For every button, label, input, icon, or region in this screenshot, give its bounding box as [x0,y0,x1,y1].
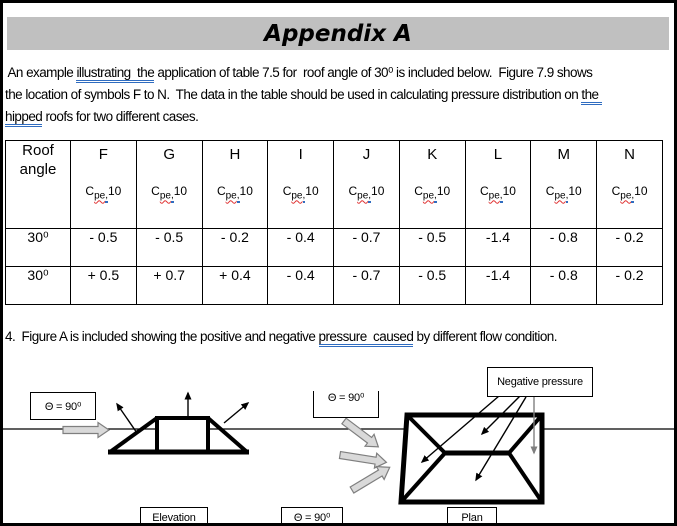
appendix-title-bar [7,17,669,50]
text-line [5,326,673,348]
text-run: An example [5,65,77,80]
coefficient-cell: - 0.5 [399,229,465,267]
zone-letter: J [362,146,371,163]
zone-header-j [334,141,400,229]
zone-header-h [202,141,268,229]
roof-angle-cell: 30⁰ [6,267,71,305]
zone-letter: G [163,146,175,163]
text-run: application of table 7.5 for roof angle of 30⁰ is included below. Figure 7.9 shows [154,65,593,80]
coefficient-cell: - 0.7 [334,267,400,305]
wind-arrow-icon [63,423,109,438]
text-run: by different flow condition. [413,329,557,344]
coefficient-cell: - 0.2 [597,229,663,267]
cpe10-symbol: $C_{pe,}10$ [85,184,122,202]
coefficient-cell: + 0.5 [71,267,137,305]
cpe10-symbol: $C_{pe,}10$ [414,184,451,202]
zone-letter: K [427,146,438,163]
text-run: the location of symbols F to N. The data in the table should be used in calculating pressure distribution on [5,87,582,102]
cpe10-symbol: $C_{pe,}10$ [282,184,319,202]
coefficient-cell: - 0.4 [268,267,334,305]
zone-header-i [268,141,334,229]
zone-letter: M [557,146,570,163]
table-row [6,229,663,267]
coefficient-cell: + 0.4 [202,267,268,305]
roof-angle-cell: 30⁰ [6,229,71,267]
zone-header-l [465,141,531,229]
wind-arrow-icon [339,415,394,496]
theta-label-bottom: Θ = 90⁰ [281,507,343,526]
cpe10-symbol: $C_{pe,}10$ [480,184,516,202]
grammar-flagged-text: illustrating the [76,65,154,83]
theta-label-mid: Θ = 90⁰ [313,391,379,418]
coefficient-cell: - 0.8 [531,267,597,305]
roof-angle-header: Roof angle [6,141,71,229]
coefficient-cell: - 0.4 [268,229,334,267]
cpe10-symbol: $C_{pe,}10$ [151,184,188,202]
theta-label-left: Θ = 90⁰ [30,392,96,420]
zone-letter: I [298,146,303,163]
cpe10-symbol: $C_{pe,}10$ [545,184,582,202]
negative-pressure-label: Negative pressure [487,367,593,397]
text-line [5,106,673,128]
coefficient-cell: - 0.8 [531,229,597,267]
coefficient-cell: - 0.5 [399,267,465,305]
zone-header-n [597,141,663,229]
text-run: roofs for two different cases. [42,109,199,124]
elevation-label: Elevation [140,507,208,526]
cpe10-symbol: $C_{pe,}10$ [216,184,253,202]
zone-header-k [399,141,465,229]
grammar-flagged-text: hipped [5,109,42,127]
zone-header-f [71,141,137,229]
text-line [5,62,673,84]
cpe10-symbol: $C_{pe,}10$ [611,184,648,202]
zone-letter: H [229,146,241,163]
coefficient-cell: - 0.5 [136,229,202,267]
grammar-flagged-text: the [581,87,601,105]
zone-letter: L [493,146,503,163]
coefficient-cell: - 0.2 [202,229,268,267]
coefficient-cell: -1.4 [465,229,531,267]
coefficient-cell: - 0.2 [597,267,663,305]
coefficient-cell: + 0.7 [136,267,202,305]
page-title: Appendix A [264,20,412,47]
cpe10-symbol: $C_{pe,}10$ [348,184,385,202]
coefficient-table [5,140,663,305]
note-line [5,326,673,348]
coefficient-cell: - 0.7 [334,229,400,267]
coefficient-cell: - 0.5 [71,229,137,267]
zone-letter: N [624,146,635,163]
intro-paragraph [5,62,673,128]
plan-label: Plan [447,507,497,526]
zone-letter: F [98,146,108,163]
table-header-row [6,141,663,229]
zone-header-g [136,141,202,229]
table-row [6,267,663,305]
zone-header-m [531,141,597,229]
grammar-flagged-text: pressure caused [319,329,414,347]
coefficient-cell: -1.4 [465,267,531,305]
text-line [5,84,673,106]
text-run: 4. Figure A is included showing the positive and negative [5,329,319,344]
